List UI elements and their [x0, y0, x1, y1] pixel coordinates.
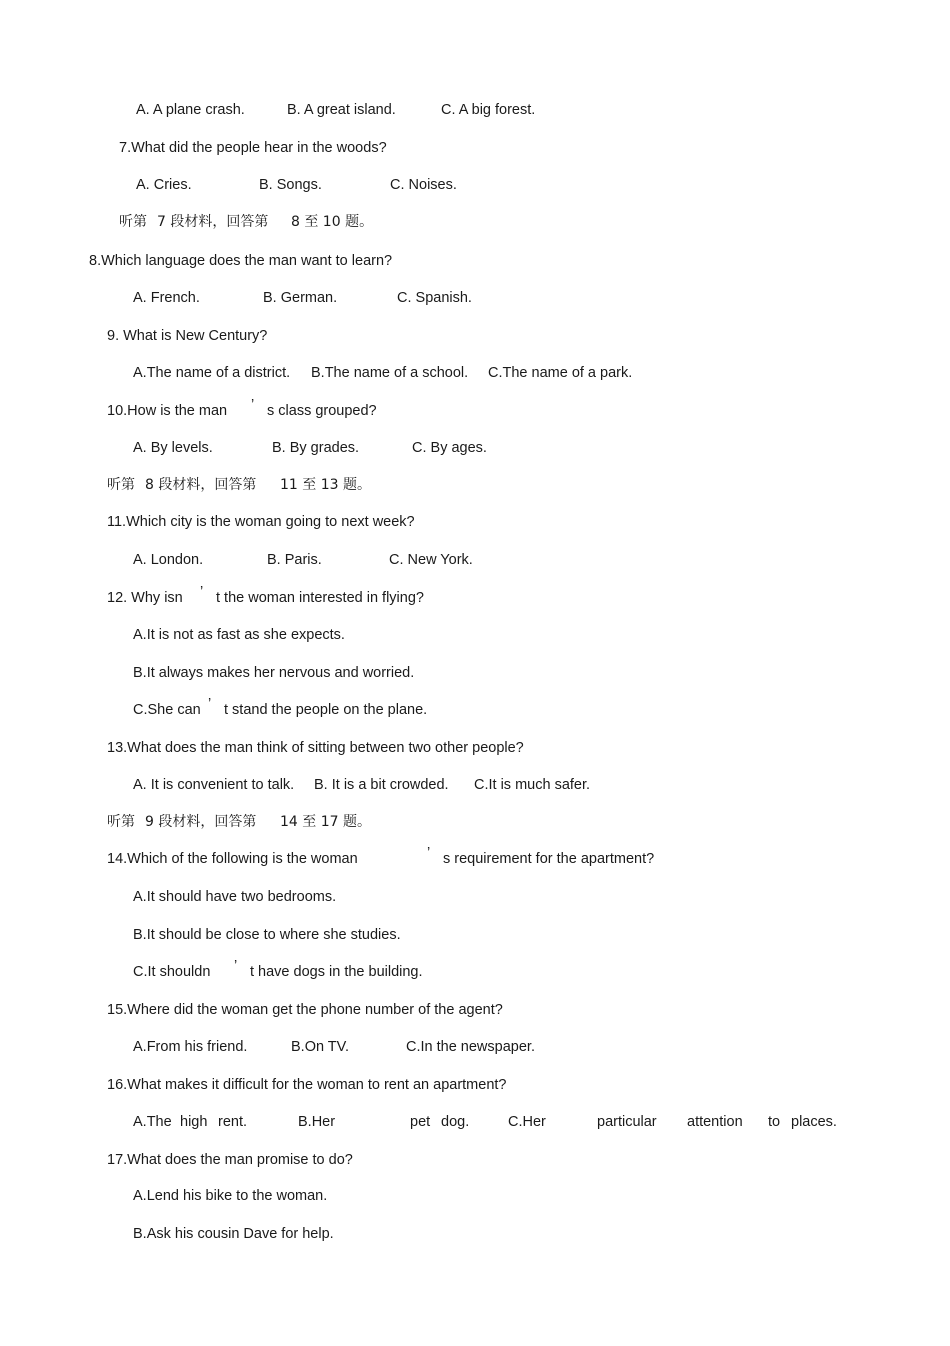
q17-option-b: B.Ask his cousin Dave for help. — [133, 1226, 334, 1242]
q10-option-b: B. By grades. — [272, 440, 360, 456]
q13-question: 13.What does the man think of sitting between two other people? — [107, 740, 524, 756]
q12-option-b: B.It always makes her nervous and worried. — [133, 665, 415, 681]
q10-option-c: C. By ages. — [412, 440, 487, 456]
q11-option-a: A. London. — [133, 552, 204, 568]
q14-option-c-start: C.It shouldn — [133, 964, 211, 980]
q13-option-c: C.It is much safer. — [474, 777, 591, 793]
q17-question: 17.What does the man promise to do? — [107, 1152, 353, 1168]
q15-question: 15.Where did the woman get the phone number of the agent? — [107, 1002, 503, 1018]
q16-word: B.Her — [298, 1114, 336, 1130]
q16-word: particular — [597, 1114, 657, 1130]
q10-apostrophe: ’ — [251, 397, 255, 413]
q16-word: dog. — [441, 1114, 470, 1130]
q14-option-b: B.It should be close to where she studies. — [133, 927, 401, 943]
q16-question: 16.What makes it difficult for the woman to rent an apartment? — [107, 1077, 507, 1093]
q15-option-b: B.On TV. — [291, 1039, 350, 1055]
q14-question-end: s requirement for the apartment? — [443, 851, 655, 867]
q9-option-b: B.The name of a school. — [311, 365, 469, 381]
q12-question-end: t the woman interested in flying? — [216, 590, 424, 606]
q12-option-c-start: C.She can — [133, 702, 201, 718]
q10-question-start: 10.How is the man — [107, 403, 228, 419]
q12-option-c-apostrophe: ’ — [208, 696, 212, 712]
section9-part2: 9 段材料，回答第 — [145, 814, 257, 830]
q11-option-b: B. Paris. — [267, 552, 322, 568]
q7-option-a: A. Cries. — [136, 177, 192, 193]
q9-option-c: C.The name of a park. — [488, 365, 633, 381]
q16-word: attention — [687, 1114, 743, 1130]
q10-question-end: s class grouped? — [267, 403, 377, 419]
q17-option-a: A.Lend his bike to the woman. — [133, 1188, 328, 1204]
section8-part2: 8 段材料，回答第 — [145, 477, 257, 493]
q15-option-a: A.From his friend. — [133, 1039, 248, 1055]
q15-option-c: C.In the newspaper. — [406, 1039, 535, 1055]
q13-option-b: B. It is a bit crowded. — [314, 777, 449, 793]
q6-option-b: B. A great island. — [287, 102, 396, 118]
q9-question: 9. What is New Century? — [107, 328, 268, 344]
q14-question-start: 14.Which of the following is the woman — [107, 851, 358, 867]
q16-word: places. — [791, 1114, 837, 1130]
section7-part3: 8 至 10 题。 — [291, 214, 374, 230]
q8-question: 8.Which language does the man want to learn? — [89, 253, 393, 269]
section8-part3: 11 至 13 题。 — [280, 477, 371, 493]
section9-part3: 14 至 17 题。 — [280, 814, 371, 830]
q12-option-a: A.It is not as fast as she expects. — [133, 627, 345, 643]
q8-option-b: B. German. — [263, 290, 338, 306]
section8-part1: 听第 — [107, 477, 135, 493]
q7-option-c: C. Noises. — [390, 177, 457, 193]
q16-word: to — [768, 1114, 781, 1130]
q9-option-a: A.The name of a district. — [133, 365, 291, 381]
q11-option-c: C. New York. — [389, 552, 473, 568]
section7-part2: 7 段材料，回答第 — [157, 214, 269, 230]
q7-option-b: B. Songs. — [259, 177, 322, 193]
q14-option-c-apostrophe: ’ — [234, 958, 238, 974]
section9-part1: 听第 — [107, 814, 135, 830]
q12-apostrophe: ’ — [200, 584, 204, 600]
section7-part1: 听第 — [119, 214, 147, 230]
q6-option-c: C. A big forest. — [441, 102, 536, 118]
q6-option-a: A. A plane crash. — [136, 102, 245, 118]
q8-option-c: C. Spanish. — [397, 290, 472, 306]
q7-question: 7.What did the people hear in the woods? — [119, 140, 387, 156]
q12-question-start: 12. Why isn — [107, 590, 183, 606]
q10-option-a: A. By levels. — [133, 440, 213, 456]
q14-option-a: A.It should have two bedrooms. — [133, 889, 337, 905]
q14-option-c-end: t have dogs in the building. — [250, 964, 423, 980]
q11-question: 11.Which city is the woman going to next week? — [107, 514, 415, 530]
q16-word: C.Her — [508, 1114, 546, 1130]
q13-option-a: A. It is convenient to talk. — [133, 777, 295, 793]
q16-word: pet — [410, 1114, 431, 1130]
q16-word: high — [180, 1114, 208, 1130]
q8-option-a: A. French. — [133, 290, 200, 306]
q12-option-c-end: t stand the people on the plane. — [224, 702, 428, 718]
q16-word: A.The — [133, 1114, 172, 1130]
q14-apostrophe: ’ — [427, 845, 431, 861]
q16-word: rent. — [218, 1114, 248, 1130]
